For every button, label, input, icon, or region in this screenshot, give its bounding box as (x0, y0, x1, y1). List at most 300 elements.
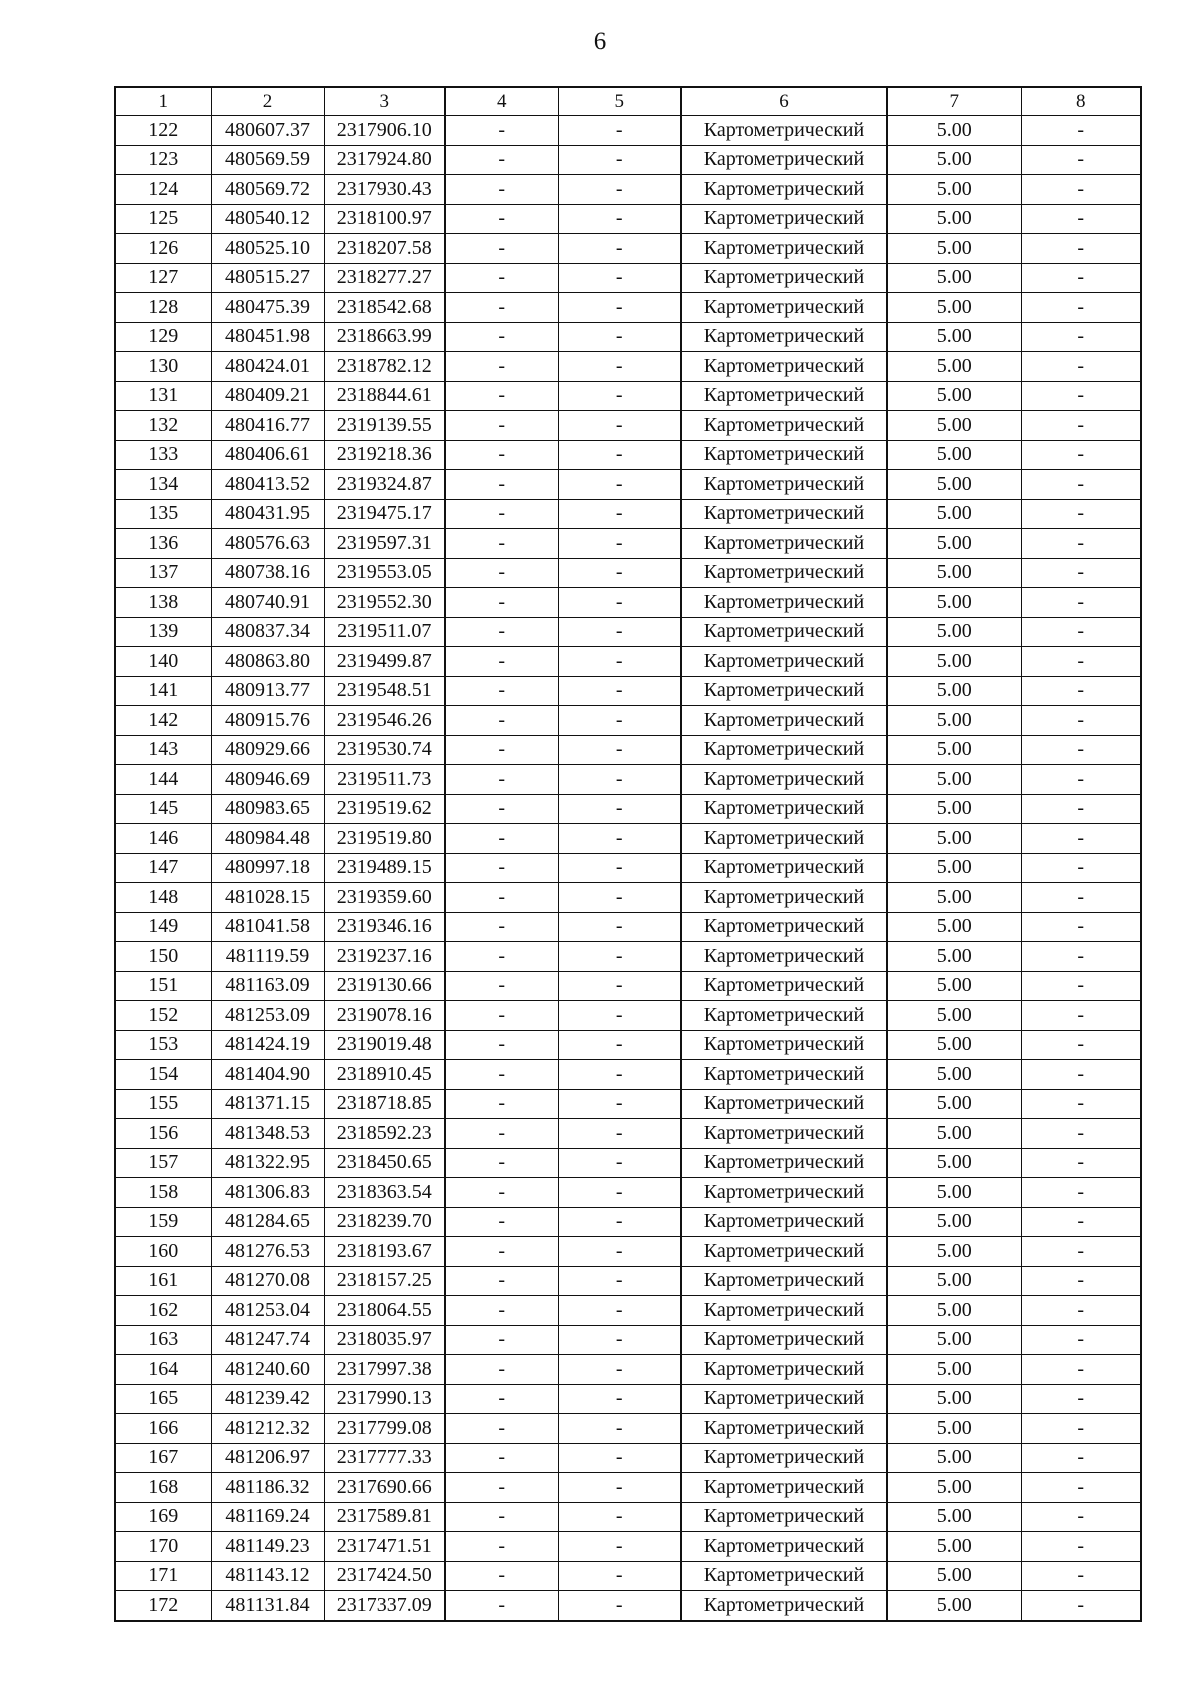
cell-col-5: - (558, 322, 681, 352)
x-coordinate-cell: 480738.16 (211, 558, 324, 588)
point-number-cell: 172 (115, 1591, 211, 1621)
column-header: 8 (1021, 87, 1141, 116)
point-number-cell: 169 (115, 1502, 211, 1532)
cell-col-5: - (558, 1502, 681, 1532)
table-row (115, 1119, 1141, 1149)
table-row (115, 1561, 1141, 1591)
point-number-cell: 137 (115, 558, 211, 588)
table-row (115, 912, 1141, 942)
point-number-cell: 154 (115, 1060, 211, 1090)
cell-col-4: - (445, 1384, 558, 1414)
cell-col-8: - (1021, 116, 1141, 146)
table-row (115, 1325, 1141, 1355)
method-cell: Картометрический (681, 971, 887, 1001)
cell-col-4: - (445, 1266, 558, 1296)
point-number-cell: 160 (115, 1237, 211, 1267)
cell-col-8: - (1021, 175, 1141, 205)
cell-col-8: - (1021, 735, 1141, 765)
method-cell: Картометрический (681, 1443, 887, 1473)
cell-col-4: - (445, 175, 558, 205)
table-row (115, 1237, 1141, 1267)
y-coordinate-cell: 2317424.50 (324, 1561, 445, 1591)
cell-col-5: - (558, 1119, 681, 1149)
table-row (115, 942, 1141, 972)
table-row (115, 765, 1141, 795)
cell-col-5: - (558, 529, 681, 559)
cell-col-5: - (558, 558, 681, 588)
cell-col-5: - (558, 1443, 681, 1473)
point-number-cell: 142 (115, 706, 211, 736)
method-cell: Картометрический (681, 411, 887, 441)
y-coordinate-cell: 2319489.15 (324, 853, 445, 883)
point-number-cell: 159 (115, 1207, 211, 1237)
y-coordinate-cell: 2318207.58 (324, 234, 445, 264)
cell-col-5: - (558, 175, 681, 205)
cell-col-8: - (1021, 883, 1141, 913)
y-coordinate-cell: 2318663.99 (324, 322, 445, 352)
y-coordinate-cell: 2318844.61 (324, 381, 445, 411)
y-coordinate-cell: 2318363.54 (324, 1178, 445, 1208)
table-row (115, 1355, 1141, 1385)
cell-col-5: - (558, 234, 681, 264)
method-cell: Картометрический (681, 794, 887, 824)
method-cell: Картометрический (681, 381, 887, 411)
x-coordinate-cell: 481322.95 (211, 1148, 324, 1178)
cell-col-8: - (1021, 145, 1141, 175)
method-cell: Картометрический (681, 1148, 887, 1178)
cell-col-4: - (445, 1532, 558, 1562)
cell-col-5: - (558, 824, 681, 854)
point-number-cell: 170 (115, 1532, 211, 1562)
y-coordinate-cell: 2319511.07 (324, 617, 445, 647)
accuracy-cell: 5.00 (887, 971, 1021, 1001)
cell-col-5: - (558, 765, 681, 795)
accuracy-cell: 5.00 (887, 175, 1021, 205)
x-coordinate-cell: 481348.53 (211, 1119, 324, 1149)
table-row (115, 1414, 1141, 1444)
method-cell: Картометрический (681, 1237, 887, 1267)
method-cell: Картометрический (681, 1561, 887, 1591)
cell-col-8: - (1021, 234, 1141, 264)
table-row (115, 1296, 1141, 1326)
cell-col-4: - (445, 116, 558, 146)
y-coordinate-cell: 2319078.16 (324, 1001, 445, 1031)
method-cell: Картометрический (681, 263, 887, 293)
x-coordinate-cell: 481143.12 (211, 1561, 324, 1591)
cell-col-5: - (558, 352, 681, 382)
cell-col-8: - (1021, 470, 1141, 500)
point-number-cell: 151 (115, 971, 211, 1001)
cell-col-8: - (1021, 1325, 1141, 1355)
cell-col-4: - (445, 145, 558, 175)
cell-col-5: - (558, 971, 681, 1001)
cell-col-4: - (445, 470, 558, 500)
accuracy-cell: 5.00 (887, 942, 1021, 972)
cell-col-4: - (445, 853, 558, 883)
column-header: 1 (115, 87, 211, 116)
x-coordinate-cell: 481424.19 (211, 1030, 324, 1060)
table-row (115, 853, 1141, 883)
accuracy-cell: 5.00 (887, 1502, 1021, 1532)
method-cell: Картометрический (681, 175, 887, 205)
cell-col-4: - (445, 499, 558, 529)
cell-col-4: - (445, 942, 558, 972)
x-coordinate-cell: 480740.91 (211, 588, 324, 618)
point-number-cell: 128 (115, 293, 211, 323)
point-number-cell: 155 (115, 1089, 211, 1119)
x-coordinate-cell: 481239.42 (211, 1384, 324, 1414)
x-coordinate-cell: 480431.95 (211, 499, 324, 529)
table-body (115, 116, 1141, 1621)
cell-col-4: - (445, 204, 558, 234)
cell-col-5: - (558, 470, 681, 500)
table-row (115, 116, 1141, 146)
table-row (115, 883, 1141, 913)
table-row (115, 352, 1141, 382)
y-coordinate-cell: 2318592.23 (324, 1119, 445, 1149)
method-cell: Картометрический (681, 647, 887, 677)
y-coordinate-cell: 2319324.87 (324, 470, 445, 500)
cell-col-8: - (1021, 381, 1141, 411)
cell-col-8: - (1021, 1266, 1141, 1296)
y-coordinate-cell: 2317930.43 (324, 175, 445, 205)
method-cell: Картометрический (681, 1532, 887, 1562)
point-number-cell: 125 (115, 204, 211, 234)
accuracy-cell: 5.00 (887, 1473, 1021, 1503)
y-coordinate-cell: 2319475.17 (324, 499, 445, 529)
y-coordinate-cell: 2319139.55 (324, 411, 445, 441)
cell-col-4: - (445, 1178, 558, 1208)
accuracy-cell: 5.00 (887, 853, 1021, 883)
method-cell: Картометрический (681, 1296, 887, 1326)
cell-col-5: - (558, 1060, 681, 1090)
y-coordinate-cell: 2318100.97 (324, 204, 445, 234)
accuracy-cell: 5.00 (887, 647, 1021, 677)
accuracy-cell: 5.00 (887, 1591, 1021, 1621)
table-row (115, 1178, 1141, 1208)
cell-col-8: - (1021, 765, 1141, 795)
table-row (115, 617, 1141, 647)
cell-col-5: - (558, 1237, 681, 1267)
cell-col-5: - (558, 1473, 681, 1503)
cell-col-4: - (445, 1030, 558, 1060)
table-row (115, 529, 1141, 559)
cell-col-5: - (558, 794, 681, 824)
method-cell: Картометрический (681, 853, 887, 883)
x-coordinate-cell: 480569.59 (211, 145, 324, 175)
point-number-cell: 164 (115, 1355, 211, 1385)
cell-col-8: - (1021, 1355, 1141, 1385)
coordinates-table (114, 86, 1142, 1622)
point-number-cell: 136 (115, 529, 211, 559)
cell-col-8: - (1021, 529, 1141, 559)
accuracy-cell: 5.00 (887, 1001, 1021, 1031)
accuracy-cell: 5.00 (887, 1414, 1021, 1444)
point-number-cell: 139 (115, 617, 211, 647)
y-coordinate-cell: 2319552.30 (324, 588, 445, 618)
method-cell: Картометрический (681, 1207, 887, 1237)
x-coordinate-cell: 481253.09 (211, 1001, 324, 1031)
cell-col-4: - (445, 1325, 558, 1355)
cell-col-4: - (445, 322, 558, 352)
table-row (115, 588, 1141, 618)
table-row (115, 676, 1141, 706)
y-coordinate-cell: 2317990.13 (324, 1384, 445, 1414)
method-cell: Картометрический (681, 765, 887, 795)
column-header: 7 (887, 87, 1021, 116)
accuracy-cell: 5.00 (887, 322, 1021, 352)
point-number-cell: 140 (115, 647, 211, 677)
accuracy-cell: 5.00 (887, 1178, 1021, 1208)
method-cell: Картометрический (681, 322, 887, 352)
x-coordinate-cell: 480863.80 (211, 647, 324, 677)
cell-col-4: - (445, 1414, 558, 1444)
y-coordinate-cell: 2317337.09 (324, 1591, 445, 1621)
point-number-cell: 144 (115, 765, 211, 795)
accuracy-cell: 5.00 (887, 1119, 1021, 1149)
x-coordinate-cell: 481284.65 (211, 1207, 324, 1237)
method-cell: Картометрический (681, 1001, 887, 1031)
accuracy-cell: 5.00 (887, 1325, 1021, 1355)
y-coordinate-cell: 2319553.05 (324, 558, 445, 588)
table-row (115, 1384, 1141, 1414)
table-row (115, 735, 1141, 765)
table-header-row (115, 87, 1141, 116)
cell-col-4: - (445, 1119, 558, 1149)
table-row (115, 1443, 1141, 1473)
method-cell: Картометрический (681, 1355, 887, 1385)
cell-col-5: - (558, 381, 681, 411)
cell-col-5: - (558, 588, 681, 618)
cell-col-4: - (445, 1148, 558, 1178)
cell-col-5: - (558, 1414, 681, 1444)
x-coordinate-cell: 480929.66 (211, 735, 324, 765)
method-cell: Картометрический (681, 293, 887, 323)
cell-col-4: - (445, 440, 558, 470)
point-number-cell: 165 (115, 1384, 211, 1414)
x-coordinate-cell: 481306.83 (211, 1178, 324, 1208)
accuracy-cell: 5.00 (887, 588, 1021, 618)
point-number-cell: 145 (115, 794, 211, 824)
method-cell: Картометрический (681, 116, 887, 146)
cell-col-8: - (1021, 1443, 1141, 1473)
accuracy-cell: 5.00 (887, 1384, 1021, 1414)
x-coordinate-cell: 480915.76 (211, 706, 324, 736)
method-cell: Картометрический (681, 883, 887, 913)
y-coordinate-cell: 2319597.31 (324, 529, 445, 559)
method-cell: Картометрический (681, 735, 887, 765)
table-row (115, 293, 1141, 323)
y-coordinate-cell: 2319530.74 (324, 735, 445, 765)
cell-col-5: - (558, 1148, 681, 1178)
column-header: 4 (445, 87, 558, 116)
accuracy-cell: 5.00 (887, 1532, 1021, 1562)
point-number-cell: 166 (115, 1414, 211, 1444)
cell-col-5: - (558, 1325, 681, 1355)
point-number-cell: 168 (115, 1473, 211, 1503)
cell-col-5: - (558, 735, 681, 765)
cell-col-8: - (1021, 971, 1141, 1001)
cell-col-4: - (445, 411, 558, 441)
cell-col-5: - (558, 942, 681, 972)
accuracy-cell: 5.00 (887, 529, 1021, 559)
method-cell: Картометрический (681, 145, 887, 175)
cell-col-5: - (558, 1384, 681, 1414)
cell-col-5: - (558, 145, 681, 175)
table-row (115, 1473, 1141, 1503)
cell-col-5: - (558, 1591, 681, 1621)
accuracy-cell: 5.00 (887, 883, 1021, 913)
accuracy-cell: 5.00 (887, 1296, 1021, 1326)
method-cell: Картометрический (681, 588, 887, 618)
y-coordinate-cell: 2318277.27 (324, 263, 445, 293)
x-coordinate-cell: 480946.69 (211, 765, 324, 795)
cell-col-5: - (558, 263, 681, 293)
method-cell: Картометрический (681, 1384, 887, 1414)
cell-col-8: - (1021, 1089, 1141, 1119)
cell-col-8: - (1021, 352, 1141, 382)
method-cell: Картометрический (681, 1266, 887, 1296)
point-number-cell: 133 (115, 440, 211, 470)
accuracy-cell: 5.00 (887, 765, 1021, 795)
table-row (115, 1001, 1141, 1031)
table-row (115, 499, 1141, 529)
y-coordinate-cell: 2317799.08 (324, 1414, 445, 1444)
point-number-cell: 126 (115, 234, 211, 264)
table-row (115, 204, 1141, 234)
point-number-cell: 147 (115, 853, 211, 883)
cell-col-8: - (1021, 647, 1141, 677)
cell-col-4: - (445, 1502, 558, 1532)
cell-col-5: - (558, 1030, 681, 1060)
y-coordinate-cell: 2318239.70 (324, 1207, 445, 1237)
accuracy-cell: 5.00 (887, 558, 1021, 588)
x-coordinate-cell: 480424.01 (211, 352, 324, 382)
cell-col-4: - (445, 824, 558, 854)
x-coordinate-cell: 481404.90 (211, 1060, 324, 1090)
cell-col-5: - (558, 440, 681, 470)
table-row (115, 647, 1141, 677)
x-coordinate-cell: 480540.12 (211, 204, 324, 234)
accuracy-cell: 5.00 (887, 912, 1021, 942)
cell-col-5: - (558, 647, 681, 677)
cell-col-5: - (558, 912, 681, 942)
table-row (115, 1532, 1141, 1562)
point-number-cell: 123 (115, 145, 211, 175)
x-coordinate-cell: 480525.10 (211, 234, 324, 264)
cell-col-5: - (558, 1001, 681, 1031)
table-row (115, 322, 1141, 352)
x-coordinate-cell: 481253.04 (211, 1296, 324, 1326)
point-number-cell: 150 (115, 942, 211, 972)
x-coordinate-cell: 480607.37 (211, 116, 324, 146)
cell-col-4: - (445, 1355, 558, 1385)
page-number: 6 (593, 28, 607, 55)
cell-col-8: - (1021, 263, 1141, 293)
point-number-cell: 143 (115, 735, 211, 765)
cell-col-8: - (1021, 411, 1141, 441)
point-number-cell: 135 (115, 499, 211, 529)
accuracy-cell: 5.00 (887, 470, 1021, 500)
accuracy-cell: 5.00 (887, 499, 1021, 529)
x-coordinate-cell: 481169.24 (211, 1502, 324, 1532)
cell-col-4: - (445, 1296, 558, 1326)
method-cell: Картометрический (681, 234, 887, 264)
accuracy-cell: 5.00 (887, 116, 1021, 146)
method-cell: Картометрический (681, 440, 887, 470)
point-number-cell: 171 (115, 1561, 211, 1591)
table-row (115, 440, 1141, 470)
table-row (115, 381, 1141, 411)
point-number-cell: 122 (115, 116, 211, 146)
cell-col-4: - (445, 912, 558, 942)
method-cell: Картометрический (681, 352, 887, 382)
cell-col-4: - (445, 1060, 558, 1090)
x-coordinate-cell: 481163.09 (211, 971, 324, 1001)
column-header: 6 (681, 87, 887, 116)
method-cell: Картометрический (681, 1119, 887, 1149)
cell-col-5: - (558, 883, 681, 913)
column-header: 3 (324, 87, 445, 116)
method-cell: Картометрический (681, 1591, 887, 1621)
y-coordinate-cell: 2319359.60 (324, 883, 445, 913)
cell-col-5: - (558, 1561, 681, 1591)
method-cell: Картометрический (681, 204, 887, 234)
cell-col-8: - (1021, 794, 1141, 824)
cell-col-5: - (558, 1532, 681, 1562)
cell-col-4: - (445, 794, 558, 824)
table-row (115, 263, 1141, 293)
cell-col-5: - (558, 499, 681, 529)
y-coordinate-cell: 2319546.26 (324, 706, 445, 736)
cell-col-8: - (1021, 617, 1141, 647)
cell-col-4: - (445, 765, 558, 795)
accuracy-cell: 5.00 (887, 1561, 1021, 1591)
x-coordinate-cell: 481028.15 (211, 883, 324, 913)
accuracy-cell: 5.00 (887, 735, 1021, 765)
cell-col-8: - (1021, 824, 1141, 854)
table-row (115, 794, 1141, 824)
table-row (115, 1591, 1141, 1621)
y-coordinate-cell: 2319237.16 (324, 942, 445, 972)
cell-col-4: - (445, 588, 558, 618)
table-row (115, 1060, 1141, 1090)
cell-col-4: - (445, 1561, 558, 1591)
accuracy-cell: 5.00 (887, 293, 1021, 323)
cell-col-4: - (445, 883, 558, 913)
cell-col-8: - (1021, 1237, 1141, 1267)
y-coordinate-cell: 2317906.10 (324, 116, 445, 146)
table-row (115, 971, 1141, 1001)
cell-col-5: - (558, 293, 681, 323)
point-number-cell: 130 (115, 352, 211, 382)
x-coordinate-cell: 481131.84 (211, 1591, 324, 1621)
cell-col-4: - (445, 234, 558, 264)
method-cell: Картометрический (681, 1502, 887, 1532)
point-number-cell: 161 (115, 1266, 211, 1296)
y-coordinate-cell: 2317589.81 (324, 1502, 445, 1532)
y-coordinate-cell: 2318450.65 (324, 1148, 445, 1178)
accuracy-cell: 5.00 (887, 824, 1021, 854)
method-cell: Картометрический (681, 1089, 887, 1119)
y-coordinate-cell: 2317690.66 (324, 1473, 445, 1503)
x-coordinate-cell: 481119.59 (211, 942, 324, 972)
accuracy-cell: 5.00 (887, 145, 1021, 175)
accuracy-cell: 5.00 (887, 617, 1021, 647)
cell-col-8: - (1021, 499, 1141, 529)
cell-col-8: - (1021, 1001, 1141, 1031)
point-number-cell: 127 (115, 263, 211, 293)
